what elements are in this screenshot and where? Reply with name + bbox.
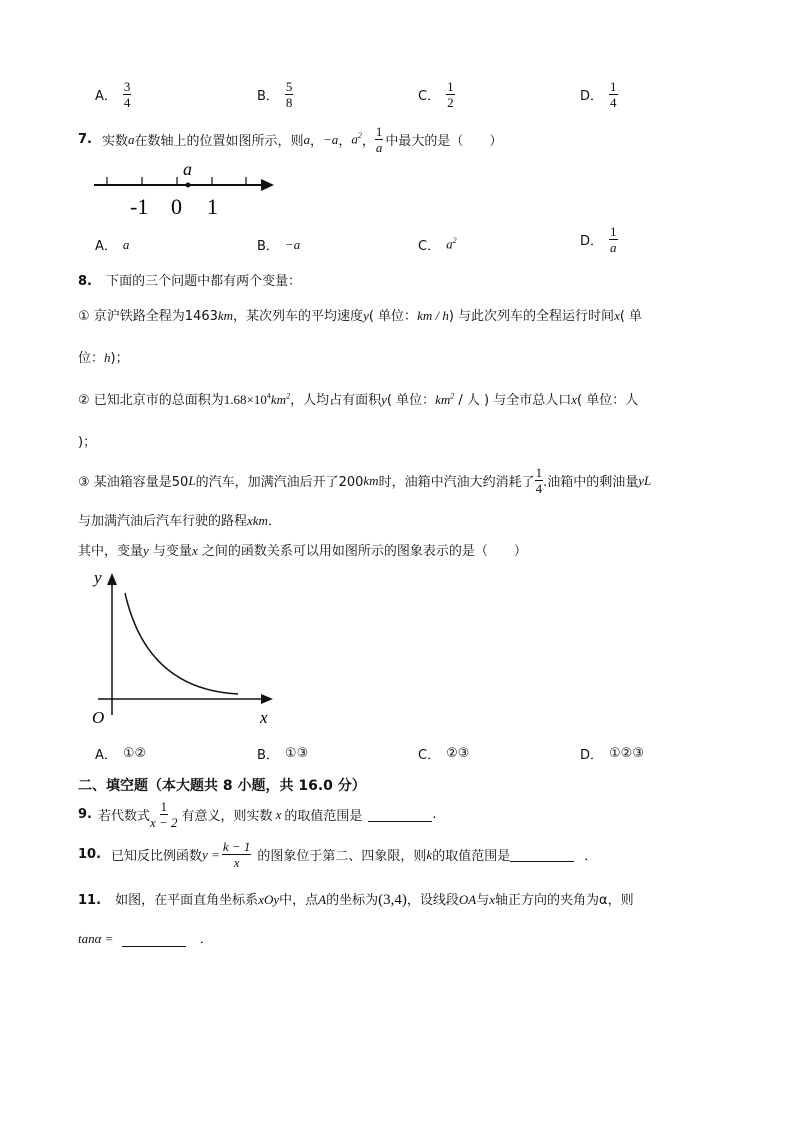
option-label: C． bbox=[418, 89, 441, 104]
answer-blank[interactable] bbox=[122, 932, 186, 947]
q8-stem: 8. 下面的三个问题中都有两个变量： bbox=[78, 274, 302, 289]
q6-option-d[interactable] bbox=[580, 80, 618, 109]
q8-item1-cont: 位：h)； bbox=[78, 350, 129, 366]
fraction: $\frac{1}{2}$ bbox=[447, 79, 454, 110]
fraction: $\frac{3}{4}$ bbox=[123, 79, 131, 110]
q8-question: 其中，变量y 与变量x 之间的函数关系可以用如图所示的图象表示的是（ ） bbox=[78, 543, 527, 559]
q7-option-d[interactable]: D． $\frac{1}{a}$ bbox=[580, 224, 617, 255]
option-label: A． bbox=[95, 89, 117, 104]
hyperbola-curve bbox=[125, 593, 238, 694]
point-a bbox=[186, 183, 191, 188]
q8-option-a[interactable]: A． ①② bbox=[95, 746, 147, 763]
fraction: $\frac{1}{4}$ bbox=[610, 79, 617, 110]
question-number: 8. bbox=[78, 274, 92, 289]
q11-answer-line: tanα = ． bbox=[78, 931, 213, 947]
q7-option-b[interactable]: B． −a bbox=[257, 236, 301, 254]
y-axis-label: y bbox=[94, 568, 102, 587]
option-label: D． bbox=[580, 89, 604, 104]
y-axis-arrow-icon bbox=[107, 573, 117, 585]
answer-blank[interactable] bbox=[510, 847, 574, 862]
fraction: $\frac{1}{a}$ bbox=[375, 124, 383, 155]
q6-option-c[interactable] bbox=[418, 80, 455, 109]
arrow-icon bbox=[261, 179, 274, 191]
q6-option-b[interactable] bbox=[257, 80, 293, 109]
q6-option-a[interactable] bbox=[95, 80, 131, 109]
x-axis-label: x bbox=[260, 708, 268, 727]
option-label: B． bbox=[257, 89, 279, 104]
q8-option-d[interactable]: D． ①②③ bbox=[580, 746, 644, 763]
fraction: $\frac{1}{x - 2}$ bbox=[150, 799, 178, 830]
q7-stem: 7. 实数 a 在数轴上的位置如图所示，则 a ， −a ， $a^2$ ， $\frac{1}{a}$ 中最大的是（ ） bbox=[78, 124, 503, 155]
fraction: $\frac{1}{4}$ bbox=[535, 465, 543, 496]
q7-option-a[interactable]: A． a bbox=[95, 236, 130, 254]
q8-option-c[interactable]: C． ②③ bbox=[418, 746, 470, 763]
q8-option-b[interactable]: B． ①③ bbox=[257, 746, 309, 763]
fraction: $\frac{5}{8}$ bbox=[285, 79, 293, 110]
q8-item2: ② 已知北京市的总面积为$1.68\times 10^4km^2$，人均占有面积y( 单位：$km^2$ / 人 ) 与全市总人口x( 单位：人 bbox=[78, 391, 639, 408]
q8-item2-cont: )； bbox=[78, 435, 97, 450]
q9-stem: 9. 若代数式 $\frac{1}{x - 2}$ 有意义，则实数 x 的取值范围是 . bbox=[78, 799, 437, 830]
section-title: 二、填空题（本大题共 8 小题，共 16.0 分） bbox=[78, 778, 366, 794]
q8-item1: ① 京沪铁路全程为1463km，某次列车的平均速度y( 单位：km / h) 与此次列车的全程运行时间x( 单 bbox=[78, 308, 643, 324]
q11-stem: 11. 如图，在平面直角坐标系xOy中，点A的坐标为(3,4)，设线段OA与x轴正方向的夹角为α，则 bbox=[78, 892, 634, 908]
tick-label-neg1: -1 bbox=[130, 194, 149, 219]
point-a-label: a bbox=[183, 159, 192, 179]
number-line-figure bbox=[90, 158, 280, 222]
fraction: $\frac{1}{a}$ bbox=[610, 224, 617, 255]
q8-item3: ③ 某油箱容量是50 L 的汽车，加满汽油后开了200 km 时，油箱中汽油大约消耗了 $\frac{1}{4}$ .油箱中的剩油量 yL bbox=[78, 465, 652, 496]
question-number: 9. bbox=[78, 807, 92, 822]
inverse-function-graph bbox=[88, 565, 278, 730]
answer-blank[interactable] bbox=[368, 807, 432, 822]
question-number: 7. bbox=[78, 132, 92, 147]
fraction: $\frac{k - 1}{x}$ bbox=[222, 839, 251, 870]
tick-label-0: 0 bbox=[171, 194, 182, 219]
origin-label: O bbox=[92, 708, 105, 727]
question-number: 11. bbox=[78, 893, 102, 908]
tick-label-1: 1 bbox=[207, 194, 218, 219]
q8-item3-cont: 与加满汽油后汽车行驶的路程xkm． bbox=[78, 513, 281, 529]
question-number: 10. bbox=[78, 847, 102, 862]
q10-stem: 10. 已知反比例函数 y = $\frac{k - 1}{x}$ 的图象位于第二、四象限，则 k 的取值范围是 ． bbox=[78, 839, 598, 870]
x-axis-arrow-icon bbox=[261, 694, 273, 704]
q7-option-c[interactable]: C． $a^2$ bbox=[418, 236, 457, 254]
